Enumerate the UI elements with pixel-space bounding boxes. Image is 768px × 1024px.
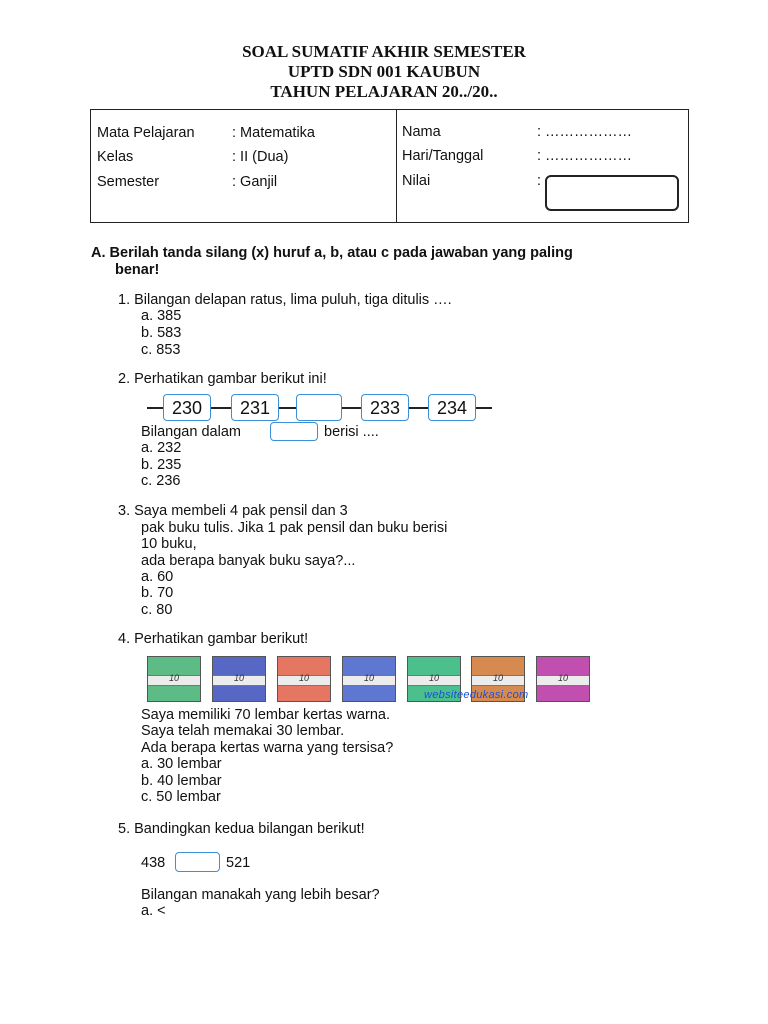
date-field[interactable]: : ……………… (537, 148, 633, 164)
q5-compare-box[interactable] (175, 852, 220, 872)
q1-option-b[interactable]: b. 583 (141, 325, 182, 341)
name-label: Nama (402, 124, 441, 140)
q5-right-number: 521 (226, 855, 251, 871)
q5-option-a[interactable]: a. < (141, 903, 166, 919)
score-colon: : (537, 173, 542, 189)
paper-stack-green: 10 (147, 656, 201, 702)
question-5-prompt: Bilangan manakah yang lebih besar? (141, 887, 380, 903)
question-5: 5. Bandingkan kedua bilangan berikut! (118, 821, 365, 837)
q2-option-c[interactable]: c. 236 (141, 473, 181, 489)
paper-stack-red: 10 (277, 656, 331, 702)
name-field[interactable]: : ……………… (537, 124, 633, 140)
subject-label: Mata Pelajaran (97, 125, 195, 141)
q2-option-a[interactable]: a. 232 (141, 440, 182, 456)
paper-stack-orange: 10 (471, 656, 525, 702)
score-box[interactable] (545, 175, 679, 211)
q4-option-c[interactable]: c. 50 lembar (141, 789, 221, 805)
question-3-line-4: ada berapa banyak buku saya?... (141, 553, 356, 569)
q3-option-c[interactable]: c. 80 (141, 602, 173, 618)
question-3: 3. Saya membeli 4 pak pensil dan 3 (118, 503, 348, 519)
paper-stack-green-2: 10 (407, 656, 461, 702)
semester-value: : Ganjil (232, 174, 278, 190)
question-3-line-3: 10 buku, (141, 536, 197, 552)
q2-option-b[interactable]: b. 235 (141, 457, 182, 473)
school-name: UPTD SDN 001 KAUBUN (287, 62, 481, 81)
q4-option-a[interactable]: a. 30 lembar (141, 756, 222, 772)
colored-paper-stacks (140, 654, 592, 706)
watermark: websiteedukasi.com (424, 689, 529, 701)
q2-prompt-start: Bilangan dalam (141, 424, 241, 440)
academic-year: TAHUN PELAJARAN 20../20.. (270, 82, 498, 101)
date-label: Hari/Tanggal (402, 148, 484, 164)
q4-option-b[interactable]: b. 40 lembar (141, 773, 222, 789)
q5-left-number: 438 (141, 855, 166, 871)
question-4-line-3: Ada berapa kertas warna yang tersisa? (141, 740, 394, 756)
sequence-box-blank[interactable] (296, 394, 342, 421)
paper-stack-blue-2: 10 (342, 656, 396, 702)
paper-stack-magenta: 10 (536, 656, 590, 702)
section-a-instruction: A. Berilah tanda silang (x) huruf a, b, atau c pada jawaban yang paling (91, 245, 573, 261)
question-4-line-2: Saya telah memakai 30 lembar. (141, 723, 345, 739)
semester-label: Semester (97, 174, 160, 190)
sequence-box-5: 234 (428, 394, 476, 421)
number-sequence (147, 394, 492, 422)
class-value: : II (Dua) (232, 149, 289, 165)
sequence-box-4: 233 (361, 394, 409, 421)
section-a-instruction-cont: benar! (115, 262, 160, 278)
exam-title: SOAL SUMATIF AKHIR SEMESTER (242, 42, 526, 61)
q3-option-a[interactable]: a. 60 (141, 569, 174, 585)
info-divider (396, 110, 397, 222)
student-info-box (90, 109, 689, 223)
question-2: 2. Perhatikan gambar berikut ini! (118, 371, 327, 387)
q1-option-a[interactable]: a. 385 (141, 308, 182, 324)
q2-prompt-end: berisi .... (324, 424, 379, 440)
score-label: Nilai (402, 173, 431, 189)
question-3-line-2: pak buku tulis. Jika 1 pak pensil dan buku berisi (141, 520, 448, 536)
sequence-box-1: 230 (163, 394, 211, 421)
question-1: 1. Bilangan delapan ratus, lima puluh, tiga ditulis …. (118, 292, 452, 308)
question-4: 4. Perhatikan gambar berikut! (118, 631, 309, 647)
q1-option-c[interactable]: c. 853 (141, 342, 181, 358)
question-4-line-1: Saya memiliki 70 lembar kertas warna. (141, 707, 391, 723)
paper-stack-blue: 10 (212, 656, 266, 702)
q2-inline-box (270, 422, 318, 441)
subject-value: : Matematika (232, 125, 315, 141)
sequence-box-2: 231 (231, 394, 279, 421)
q3-option-b[interactable]: b. 70 (141, 585, 174, 601)
class-label: Kelas (97, 149, 134, 165)
